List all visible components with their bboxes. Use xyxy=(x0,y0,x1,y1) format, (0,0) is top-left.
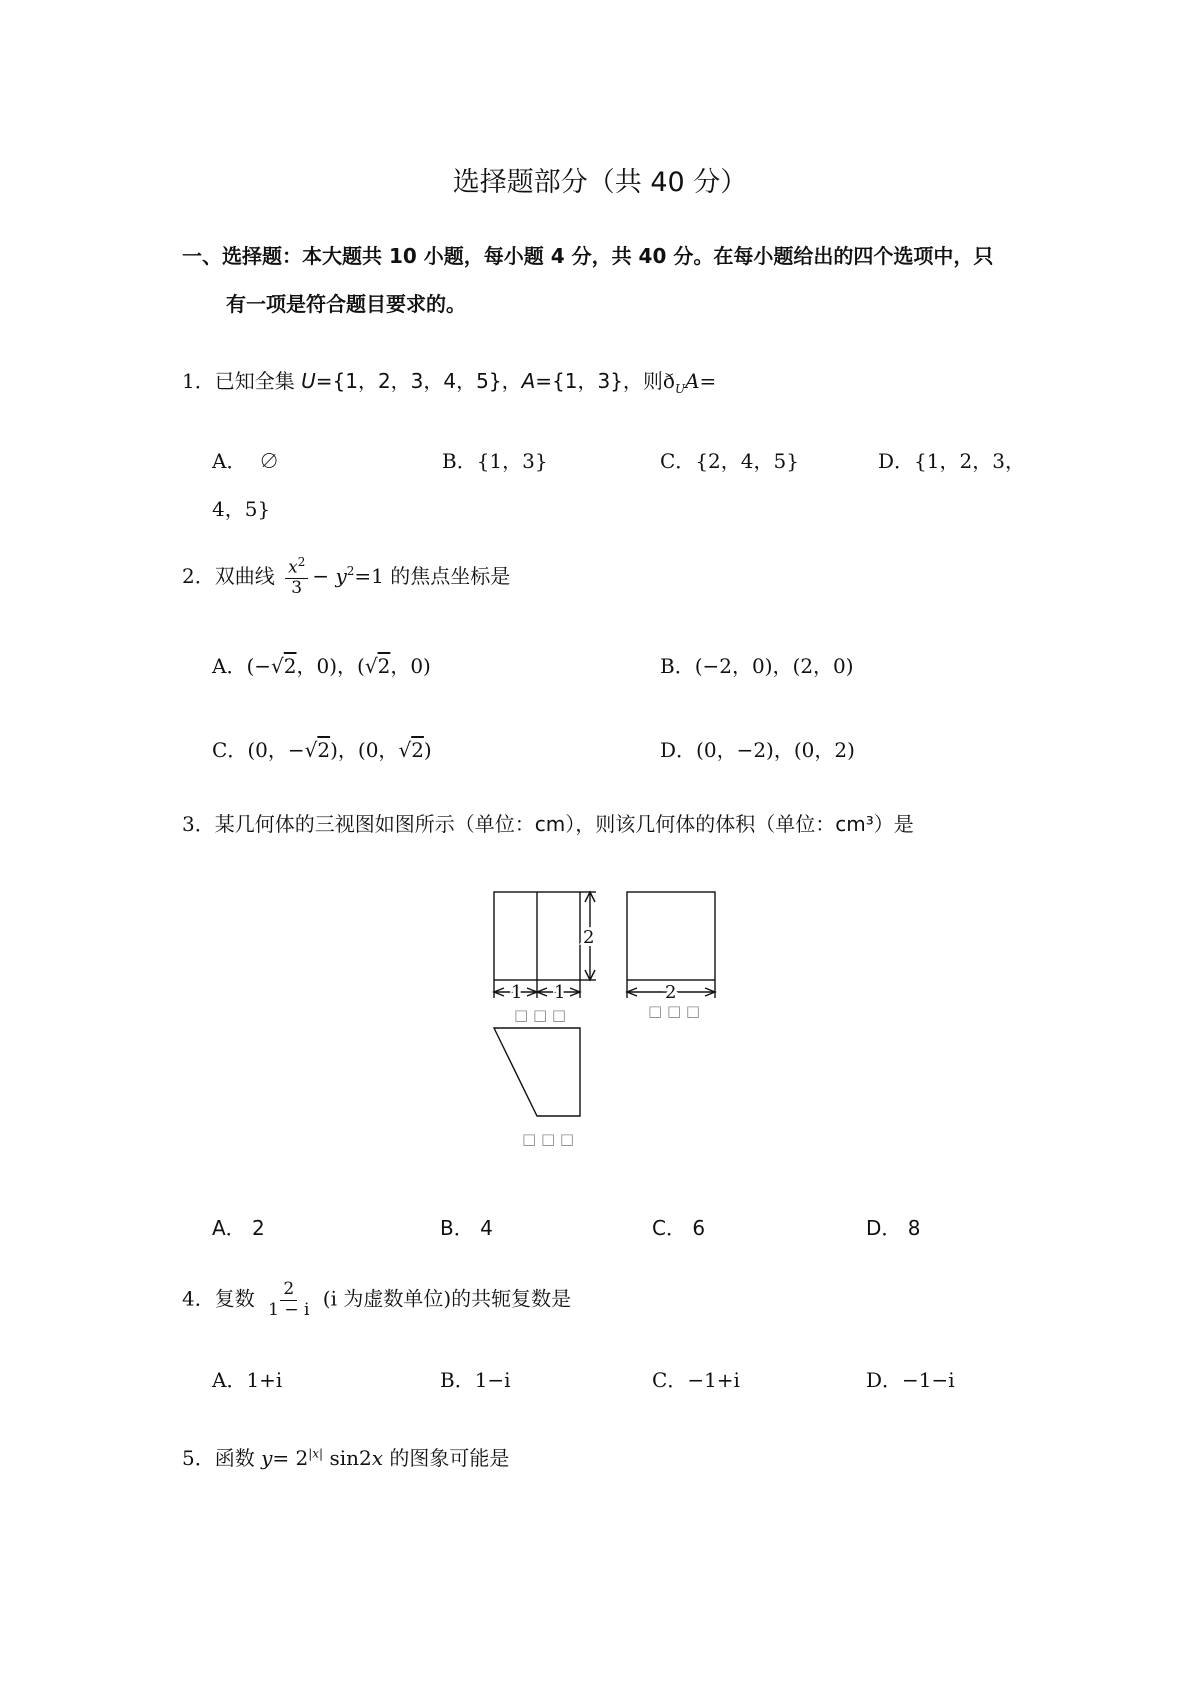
radicand: 2 xyxy=(411,738,424,762)
three-view-figure xyxy=(480,880,740,1160)
section-heading-line1: 一、选择题：本大题共 10 小题，每小题 4 分，共 40 分。在每小题给出的四个选项中，只 xyxy=(182,244,994,268)
dim-width1-label: 1 xyxy=(511,982,523,1003)
question-4 xyxy=(182,1280,571,1320)
exponent: |x| xyxy=(308,1446,324,1461)
option-text: 1−i xyxy=(474,1368,511,1392)
caption-top-view: □ □ □ xyxy=(522,1130,575,1148)
radicand: 2 xyxy=(377,654,391,678)
q2-option-d xyxy=(660,734,855,763)
option-label: D． xyxy=(866,1368,903,1392)
q3-option-d xyxy=(866,1212,921,1241)
complement-symbol: ð xyxy=(662,369,675,393)
q1-option-b xyxy=(442,445,548,474)
caption-front-view: □ □ □ xyxy=(514,1006,567,1024)
exponent: 2 xyxy=(346,564,355,579)
question-number: 2． xyxy=(182,563,215,588)
page-title: 选择题部分（共 40 分） xyxy=(452,167,748,198)
caption-side-view: □ □ □ xyxy=(648,1002,701,1020)
question-number: 1． xyxy=(182,369,215,393)
option-label: B． xyxy=(442,449,477,473)
option-label: B． xyxy=(440,1216,474,1240)
fraction-numerator: 2 xyxy=(280,1280,297,1301)
option-text: 6 xyxy=(692,1216,706,1240)
q1-option-d-continued: 4，5} xyxy=(212,497,271,521)
variable-x: x xyxy=(371,1446,384,1470)
set-u: U xyxy=(301,369,316,393)
option-text: {1，2，3， xyxy=(914,449,1025,473)
option-text: −1+i xyxy=(687,1368,740,1392)
question-text: 已知全集 xyxy=(214,369,302,393)
option-label: D． xyxy=(866,1216,902,1240)
question-text: ={1，3}，则 xyxy=(535,369,663,393)
option-text: )，(0， xyxy=(330,738,399,762)
question-text: ={1，2，3，4，5}， xyxy=(315,369,522,393)
q4-option-b xyxy=(440,1364,511,1393)
option-text: 8 xyxy=(907,1216,921,1240)
option-text: 4 xyxy=(480,1216,493,1240)
top-view-trapezoid xyxy=(494,1028,580,1116)
option-label: C． xyxy=(652,1216,686,1240)
option-text: (− xyxy=(246,654,272,678)
option-text: ，0)，( xyxy=(296,654,365,678)
question-text: 函数 xyxy=(214,1446,262,1470)
question-number: 3． xyxy=(182,812,215,836)
q4-option-d xyxy=(866,1364,955,1393)
option-label: C． xyxy=(660,449,696,473)
question-text: = xyxy=(699,369,717,393)
option-text: −1−i xyxy=(902,1368,955,1392)
question-2 xyxy=(182,556,510,599)
fraction-x2-over-3 xyxy=(285,556,308,599)
option-text: 1+i xyxy=(246,1368,283,1392)
dim-side-label: 2 xyxy=(665,982,677,1003)
q2-option-c: C．(0，−√2)，(0，√2) xyxy=(212,738,432,762)
set-a: A xyxy=(685,369,700,393)
option-text: ∅ xyxy=(259,449,280,473)
q4-option-c xyxy=(652,1364,740,1393)
option-text: {1，3} xyxy=(476,449,548,473)
question-3 xyxy=(182,808,914,837)
option-label: B． xyxy=(660,654,695,678)
side-view-rect xyxy=(627,892,715,980)
option-label: C． xyxy=(212,738,248,762)
question-text: = 2 xyxy=(272,1446,309,1470)
option-label: D． xyxy=(660,738,697,762)
question-text: 某几何体的三视图如图所示（单位：cm），则该几何体的体积（单位：cm³）是 xyxy=(214,812,914,836)
q1-option-d xyxy=(878,445,1025,474)
question-text: 复数 xyxy=(214,1286,255,1311)
option-label: C． xyxy=(652,1368,688,1392)
option-label: A． xyxy=(212,449,247,473)
q3-option-b xyxy=(440,1212,493,1241)
fraction-denominator: 3 xyxy=(291,578,303,599)
option-text: (0，−2)，(0，2) xyxy=(696,738,855,762)
option-text: ，0) xyxy=(390,654,431,678)
question-text: sin2 xyxy=(323,1446,372,1470)
q4-option-a xyxy=(212,1364,282,1393)
q2-option-b xyxy=(660,650,854,679)
question-text: 的图象可能是 xyxy=(383,1446,510,1470)
radicand: 2 xyxy=(317,738,331,762)
variable-y: y xyxy=(261,1446,273,1470)
question-1 xyxy=(182,365,716,396)
complement-subscript: U xyxy=(674,382,686,396)
option-label: D． xyxy=(878,449,915,473)
exponent: 2 xyxy=(297,555,306,569)
fraction-2-over-1-minus-i xyxy=(265,1280,312,1320)
question-text: =1 的焦点坐标是 xyxy=(354,563,511,588)
option-text: 2 xyxy=(252,1216,265,1240)
radicand: 2 xyxy=(283,654,297,678)
section-heading-line2: 有一项是符合题目要求的。 xyxy=(226,292,466,316)
option-text: ) xyxy=(423,738,432,762)
option-label: A． xyxy=(212,1368,247,1392)
q3-option-a xyxy=(212,1212,265,1241)
question-number: 5． xyxy=(182,1446,215,1470)
q1-option-a xyxy=(212,445,279,474)
option-text: (0，− xyxy=(247,738,305,762)
fraction-denominator: 1 − i xyxy=(268,1299,310,1320)
dim-width2-label: 1 xyxy=(554,982,566,1003)
option-text: (−2，0)，(2，0) xyxy=(694,654,854,678)
question-5 xyxy=(182,1442,509,1471)
minus-sign: − xyxy=(312,563,330,588)
question-text: (i 为虚数单位)的共轭复数是 xyxy=(316,1286,572,1311)
q3-option-c xyxy=(652,1212,705,1241)
set-a: A xyxy=(521,369,536,393)
option-text: {2，4，5} xyxy=(695,449,799,473)
option-label: A． xyxy=(212,654,247,678)
option-label: B． xyxy=(440,1368,475,1392)
dim-height-label: 2 xyxy=(583,927,595,948)
question-text: 双曲线 xyxy=(214,563,275,588)
q2-option-a: A．(−√2，0)，(√2，0) xyxy=(212,654,431,678)
fraction-numerator: x xyxy=(288,557,298,578)
variable-y: y xyxy=(335,563,347,588)
option-label: A． xyxy=(212,1216,246,1240)
q1-option-c xyxy=(660,445,799,474)
question-number: 4． xyxy=(182,1286,215,1311)
